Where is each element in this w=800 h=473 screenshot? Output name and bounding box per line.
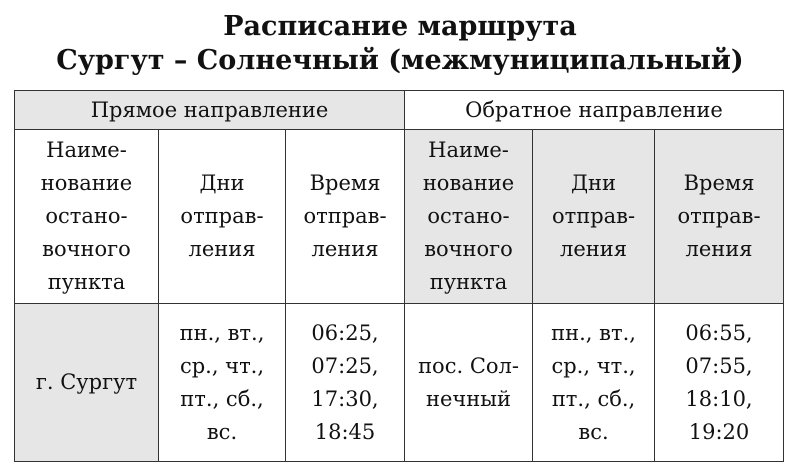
direction-header-row: [15, 91, 784, 130]
column-header-row: [15, 130, 784, 304]
forward-stop-header: Наиме- нование остано- вочного пункта: [15, 130, 159, 304]
backward-time-header: Время отправ- ления: [655, 130, 784, 304]
backward-stop-cell: пос. Сол- нечный: [405, 304, 533, 462]
title-line-1: Расписание маршрута: [223, 11, 577, 42]
backward-direction-header: Обратное направление: [405, 91, 784, 130]
forward-days-header: Дни отправ- ления: [159, 130, 286, 304]
table-row: [15, 304, 784, 462]
forward-direction-header: Прямое направление: [15, 91, 405, 130]
title-line-2: Сургут – Солнечный (межмуниципальный): [56, 45, 744, 76]
backward-time-cell: 06:55, 07:55, 18:10, 19:20: [655, 304, 784, 462]
backward-days-header: Дни отправ- ления: [533, 130, 655, 304]
backward-stop-header: Наиме- нование остано- вочного пункта: [405, 130, 533, 304]
forward-days-cell: пн., вт., ср., чт., пт., сб., вс.: [159, 304, 286, 462]
forward-stop-cell: г. Сургут: [15, 304, 159, 462]
backward-days-cell: пн., вт., ср., чт., пт., сб., вс.: [533, 304, 655, 462]
page-title: [0, 0, 800, 74]
forward-time-cell: 06:25, 07:25, 17:30, 18:45: [286, 304, 405, 462]
forward-time-header: Время отправ- ления: [286, 130, 405, 304]
schedule-table: [14, 90, 784, 462]
